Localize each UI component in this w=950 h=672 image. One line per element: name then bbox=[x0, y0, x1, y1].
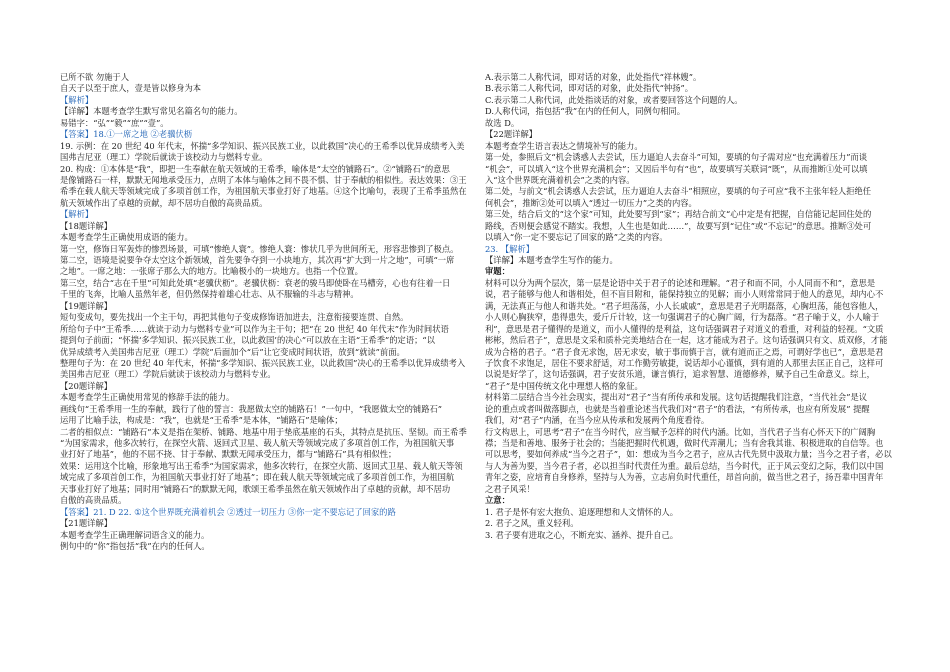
text-line: 易错字：“弘”“毅”“庶”“壹”。 bbox=[60, 117, 169, 128]
text-line: 满，无法真正与他人和谐共处。“君子坦荡荡，小人长戚戚”，意思是君子光明磊落，心胸坦荡，能包容他人， bbox=[485, 300, 884, 311]
text-line: 所给句子中“王希季……就读于动力与燃料专业”可以作为主干句；把“在 20 世纪 40 年代末”作为时间状语 bbox=[60, 323, 449, 334]
text-line: 以说是好学了，这句话强调，君子安贫乐道，谦言慎行，追求智慧、道德修养，赋予自己生命意义。综上， bbox=[485, 369, 875, 380]
answer-tag-line: 【解析】 bbox=[60, 209, 94, 220]
text-line: “为国家需求，他多次转行，在探空火箭、返回式卫星、载人航天等领域完成了多项首创工作，为祖国航天事 bbox=[60, 438, 455, 448]
answer-tag-line: 【答案】18.①一席之地 ②老骥伏枥 bbox=[60, 129, 192, 140]
text-line: C.表示第二人称代词，此处指谈话的对象，或者要回答这个问题的人。 bbox=[485, 94, 743, 105]
text-line: 彬彬，然后君子”，意思是文采和质朴完美地结合在一起，这才能成为君子。这句话强调只有文、质双修，才能 bbox=[485, 335, 888, 346]
text-line: 短句变成句，要先找出一个主干句，再把其他句子变成修饰语加进去，注意衔接要连贯、自然。 bbox=[60, 312, 409, 323]
text-line: 可以思考，要如何养成“当今之君子”，如：想成为当今之君子，应从古代先贤中汲取力量；当今之君子者，必以 bbox=[485, 449, 892, 460]
text-line: 成为合格的君子。“君子食无求饱，居无求安，敏于事而慎于言，就有道而正之焉，可谓好学也已”，意思是君 bbox=[485, 346, 884, 357]
text-line: “机会”，可以填入“这个世界充满机会”；又因后半句有“也”，故要填写关联词“既”，从而推断①处可以填 bbox=[485, 163, 868, 174]
text-line: 优异成绩考入美国弗吉尼亚（理工）学院”后面加个“后”让它变成时间状语，放到“就读”前面。 bbox=[60, 346, 405, 357]
text-line: 襟；当是和善地、服务于社会的；当能把握时代机遇，做时代弄潮儿；当有舍我其谁、积极进取的自信等。也 bbox=[485, 438, 884, 448]
text-line: 自天子以至于庶人，壹是皆以修身为本 bbox=[60, 83, 202, 94]
text-line: 域完成了多项首创工作，为祖国航天事业打好了地基”；即在载人航天等领域完成了多项首创工作，为祖国航 bbox=[60, 472, 455, 483]
text-line: 之地”。一席之地：一张席子那么大的地方。比喻极小的一块地方。也指一个位置。 bbox=[60, 266, 363, 277]
answer-tag-line: 23. 【解析】 bbox=[485, 243, 535, 254]
text-line: 【详解】本题考查学生默写常见名篇名句的能力。 bbox=[60, 106, 243, 117]
text-line: 故选 D。 bbox=[485, 117, 520, 128]
text-line: 第三空，结合“志在千里”可知此处填“老骥伏枥”。老骥伏枥：衰老的骏马即使卧在马槽旁，心也有往着一日 bbox=[60, 277, 451, 288]
text-line: 千里的飞奔，比喻人虽然年老，但仍然保持着雄心壮志、从不服输的斗志与精神。 bbox=[60, 289, 359, 300]
text-line: 国弗吉尼亚（理工）学院后就读于该校动力与燃料专业。 bbox=[60, 152, 268, 163]
text-line: D.人称代词，指包括“我”在内的任何人，同例句相同。 bbox=[485, 106, 686, 117]
text-line: 效果：运用这个比喻，形象地写出王希季“为国家需求，他多次转行，在探空火箭、返回式卫星、载人航天等领 bbox=[60, 460, 463, 471]
text-line: 子饮食不求饱足，居住不要求舒适，对工作勤劳敏捷，说话却小心谨慎，到有道的人那里去匡正自己，这样可 bbox=[485, 357, 884, 368]
text-line: 业打好了地基”，他的不屈不挠、甘于奉献、默默无闻承受压力，都与“铺路石”具有相似性； bbox=[60, 449, 397, 460]
text-line: 入“这个世界既充满着机会”之类的内容。 bbox=[485, 174, 635, 185]
text-line: 提到句子前面；“怀揣‘多学知识、振兴民族工业，以此救国’的决心”可以放在主语“王希季”的定语；“以 bbox=[60, 335, 435, 346]
text-line: 材料可以分为两个层次，第一层是论语中关于君子的论述和理解。“君子和而不同，小人同而不和”，意思是 bbox=[485, 277, 876, 288]
text-line: 自傲的高贵品质。 bbox=[60, 495, 127, 506]
text-line: 第二处，与前文“机会诱惑人去尝试，压力逼迫人去奋斗”相照应，要填的句子可应“我不主张年轻人拒绝任 bbox=[485, 186, 872, 197]
text-line: “君子”是中国传统文化中理想人格的象征。 bbox=[485, 380, 643, 391]
text-line: 第二空，语境是说要争夺太空这个新领域，首先要争夺到一小块地方，其次再“扩大到一片之地”，可填“一席 bbox=[60, 255, 455, 265]
text-line: 19. 示例：在 20 世纪 40 年代末，怀揣“多学知识、振兴民族工业，以此救国”决心的王希季以优异成绩考入美 bbox=[60, 140, 465, 151]
text-line: 本题考查学生语言表达之情境补写的能力。 bbox=[485, 140, 643, 151]
text-line: 整理句子为：在 20 世纪 40 年代末，怀揣“多学知识、振兴民族工业，以此救国”决心的王希季以优异成绩考入 bbox=[60, 357, 466, 368]
text-line: 画线句“王希季用一生的奉献，践行了他的誓言：我愿做太空的铺路石！”一句中，“我愿做太空的铺路石” bbox=[60, 403, 443, 414]
text-line: 【21题详解】 bbox=[60, 518, 113, 529]
text-line: 2. 君子之风，重义轻利。 bbox=[485, 518, 579, 529]
text-line: 本题考查学生正确使用常见的修辞手法的能力。 bbox=[60, 392, 235, 403]
text-line: 3. 君子要有进取之心，不断充实、涵养、提升自己。 bbox=[485, 529, 679, 540]
text-line: 说，君子能够与他人和谐相处，但不盲目附和，能保持独立的见解；而小人则常常同于他人的意见，却内心不 bbox=[485, 289, 884, 300]
text-line: 希季在载人航天等领域完成了多项首创工作，为祖国航天事业打好了地基。④这个比喻句，表现了王希季虽然在 bbox=[60, 186, 467, 197]
answer-tag-line: 【解析】 bbox=[60, 94, 94, 105]
text-line: 第一空，修饰日军轰炸的惨烈场景，可填“惨绝人寰”。惨绝人寰：惨状几乎为世间所无，形容悲惨到了极点。 bbox=[60, 243, 459, 254]
text-line: 是像铺路石一样，默默无闻地承受压力，点明了本体与喻体之间不畏不惧、甘于奉献的相似性。表达效果：③王 bbox=[60, 174, 467, 185]
text-line: 以填入“你一定不要忘记了回家的路”之类的内容。 bbox=[485, 232, 668, 243]
text-line: 小人则心胸狭窄，患得患失，爱斤斤计较，这一句强调君子的心胸广阔，行为磊落。“君子喻于义，小人喻于 bbox=[485, 312, 880, 323]
text-line: 【20题详解】 bbox=[60, 380, 113, 391]
text-line: 青年之姿，应培育自身修养，坚持与人为善，立志肩负时代重任，昂首向前，做当世之君子，扬吾辈中国青年 bbox=[485, 472, 884, 483]
section-heading: 审题： bbox=[485, 266, 510, 277]
right-column bbox=[485, 72, 915, 541]
text-line: 行文构思上，可思考“君子”在当今时代，应当赋予怎样的时代内涵。比如，当代君子当有心怀天下的广阔胸 bbox=[485, 426, 876, 437]
text-line: 美国弗吉尼亚（理工）学院后就读于该校动力与燃料专业。 bbox=[60, 369, 276, 380]
text-line: 本题考查学生正确使用成语的能力。 bbox=[60, 232, 193, 243]
text-line: 【18题详解】 bbox=[60, 220, 113, 231]
text-line: 已所不欲 勿施于人 bbox=[60, 72, 130, 82]
text-line: 天事业打好了地基；同时用“铺路石”的默默无闻，歌颂王希季虽然在航天领域作出了卓越的贡献，却不居功 bbox=[60, 483, 451, 494]
text-line: 路线，否则便会感觉不踏实。我想，人生也是如此……”，故要写到“记住”或“不忘记”的意思。推断③处可 bbox=[485, 220, 872, 231]
text-line: 例句中的“你”指包括“我”在内的任何人。 bbox=[60, 540, 210, 551]
text-line: 运用了比喻手法，构成是：“我”，也就是“王希季”是本体，“铺路石”是喻体； bbox=[60, 415, 343, 426]
text-line: 之君子风采！ bbox=[485, 483, 535, 494]
text-line: 第三处，结合后文的“这个家”可知，此处要写到“家”；再结合前文“心中定是有把握，自信能记起回住处的 bbox=[485, 209, 872, 220]
text-line: 与人为善为要，当今君子者，必以担当时代责任为重。最后总结，当今时代，正于风云变幻之际，我们以中国 bbox=[485, 460, 884, 471]
text-line: 【22题详解】 bbox=[485, 129, 538, 140]
text-line: 1. 君子是怀有宏大抱负、追逐理想和人文情怀的人。 bbox=[485, 506, 679, 517]
text-line: 航天领域作出了卓越的贡献，却不居功自傲的高贵品质。 bbox=[60, 197, 268, 208]
text-line: 我们，对“君子”内涵，在当今应从传承和发展两个角度看待。 bbox=[485, 415, 710, 426]
text-line: 20. 构成：①本体是“我”，即把一生奉献在航天领域的王希季，喻体是“太空的铺路石”。②“铺路石”的意思 bbox=[60, 163, 450, 174]
text-line: B.表示第二人称代词，即对话的对象，此处指代“钟扬”。 bbox=[485, 83, 694, 94]
text-line: 【19题详解】 bbox=[60, 300, 113, 311]
left-column bbox=[60, 72, 478, 552]
text-line: A.表示第二人称代词，即对话的对象，此处指代“祥林嫂”。 bbox=[485, 72, 702, 82]
text-line: 论的重点或者叫做落脚点，也就是当着重论述当代我们对“君子”的看法，“有所传承，也应有所发展” 提醒 bbox=[485, 403, 870, 414]
text-line: 何机会”，推断②处可以填入“透过一切压力”之类的内容。 bbox=[485, 197, 697, 208]
answer-tag-line: 【答案】21. D 22. ①这个世界既充满着机会 ②透过一切压力 ③你一定不要忘记了回家的路 bbox=[60, 506, 396, 517]
section-heading: 立意： bbox=[485, 495, 510, 506]
text-line: 材料第二层结合当今社会现实，提出对“君子”当有所传承和发展。这句话提醒我们注意，“当代社会”是议 bbox=[485, 392, 868, 403]
text-line: 【详解】本题考查学生写作的能力。 bbox=[485, 255, 618, 265]
text-line: 第一处，参照后文“机会诱惑人去尝试，压力逼迫人去奋斗”可知，要填的句子需对应“也充满着压力”而谈 bbox=[485, 152, 868, 163]
text-line: 本题考查学生正确理解词语含义的能力。 bbox=[60, 529, 210, 540]
text-line: 利”，意思是君子懂得的是道义，而小人懂得的是利益，这句话强调君子对道义的看重，对利益的轻视。“文质 bbox=[485, 323, 884, 334]
text-line: 二者的相似点：“铺路石”本义是指在架桥、铺路、地基中用于垫底基座的石头，其特点是抗压、坚韧。而王希季 bbox=[60, 426, 467, 437]
